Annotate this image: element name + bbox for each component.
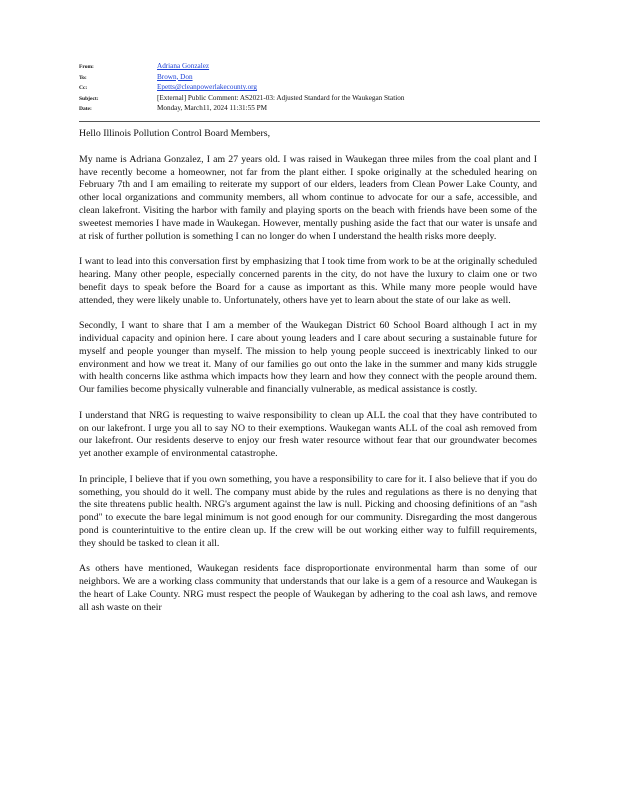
to-row xyxy=(79,73,549,84)
body-paragraph: As others have mentioned, Waukegan residents face disproportionate environmental harm than some of our neighbors. We are a working class community that understands that our lake is a gem of a resource and Waukegan is the heart of Lake County. NRG must respect the people of Waukegan by adhering to the coal ash laws, and remove all ash waste on their xyxy=(79,563,537,613)
body-paragraph: Secondly, I want to share that I am a member of the Waukegan District 60 School Board although I act in my individual capacity and opinion here. I care about young leaders and I care about securing a sustainable future for myself and people younger than myself. The mission to help young people succeed is inextricably linked to our environment and how we treat it. Many of our families go out onto the lake in the summer and many kids struggle with health concerns like asthma which impacts how they learn and how they connect with the people around them. Our families become physically vulnerable and financially vulnerable, as medical assistance is costly. xyxy=(79,320,537,396)
body-paragraph: In principle, I believe that if you own something, you have a responsibility to care for it. I also believe that if you do something, you should do it well. The company must abide by the rules and regulations as there is no denying that the site threatens public health. NRG's argument against the law is null. Picking and choosing definitions of an "ash pond" to execute the bare legal minimum is not good enough for our community. Disregarding the most dangerous pond is counterintuitive to the entire clean up. If the crew will be out working either way to fulfill requirements, they should be tasked to clean it all. xyxy=(79,473,537,549)
email-header xyxy=(79,62,549,115)
date-value: Monday, March11, 2024 11:31:55 PM xyxy=(157,104,268,113)
from-label: From: xyxy=(79,64,94,70)
body-paragraph: My name is Adriana Gonzalez, I am 27 years old. I was raised in Waukegan three miles from the coal plant and I have recently become a homeowner, not far from the plant either. I spoke originally at the scheduled hearing on February 7th and I am emailing to reiterate my support of our elders, leaders from Clean Power Lake County, and other local organizations and community members, all whom continue to advocate for our a safe, accessible, and clean lakefront. Visiting the harbor with family and playing sports on the beach with friends have been some of the sweetest memories I have made in Waukegan. However, mentally pushing aside the fact that our water is unsafe and at risk of further pollution is something I can no longer do when I understand the health risks more deeply. xyxy=(79,153,537,242)
subject-value: [External] Public Comment: AS2021-03: Adjusted Standard for the Waukegan Station xyxy=(157,93,405,102)
email-body xyxy=(79,128,537,627)
body-paragraph: I want to lead into this conversation first by emphasizing that I took time from work to be at the originally scheduled hearing. Many other people, especially concerned parents in the city, do not have the luxury to claim one or two benefit days to speak before the Board for a cause as important as this. While many more people would have attended, they were likely unable to. Unfortunately, others have yet to learn about the state of our lake as well. xyxy=(79,256,537,306)
to-label: To: xyxy=(79,74,87,81)
body-paragraph: I understand that NRG is requesting to waive responsibility to clean up ALL the coal that they have contributed to on our lakefront. I urge you all to say NO to their exemptions. Waukegan wants ALL of the coal ash removed from our lakefront. Our residents deserve to enjoy our fresh water resource without fear that our groundwater becomes yet another example of environmental catastrophe. xyxy=(79,409,537,460)
from-link[interactable]: Adriana Gonzalez xyxy=(157,62,210,70)
date-label: Date: xyxy=(79,106,92,113)
header-divider xyxy=(79,121,540,122)
to-link[interactable]: Brown, Don xyxy=(157,72,193,81)
subject-row xyxy=(79,94,549,105)
date-row xyxy=(79,104,549,115)
cc-row xyxy=(79,83,549,94)
subject-label: Subject: xyxy=(79,95,99,102)
greeting: Hello Illinois Pollution Control Board Members, xyxy=(79,128,271,139)
from-row xyxy=(79,62,549,73)
cc-label: Cc: xyxy=(79,85,88,92)
cc-link[interactable]: Epetts@cleanpowerlakecounty.org xyxy=(157,83,258,92)
